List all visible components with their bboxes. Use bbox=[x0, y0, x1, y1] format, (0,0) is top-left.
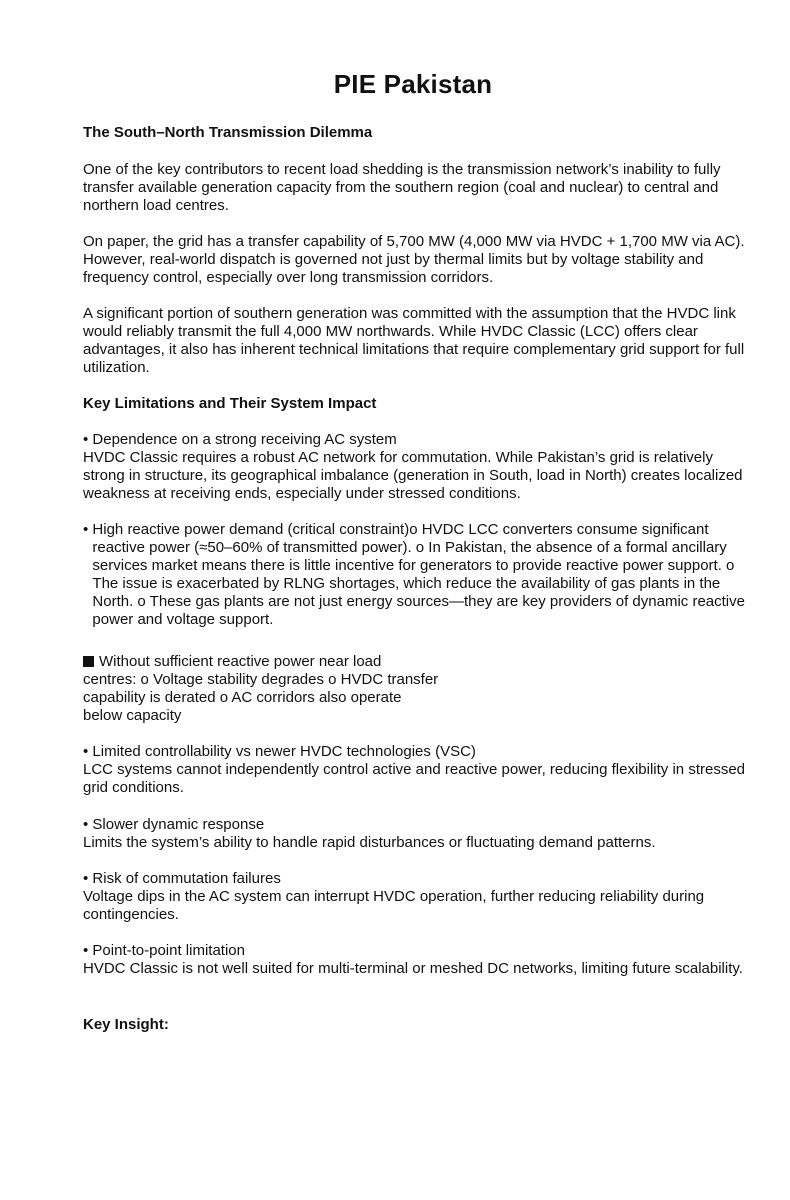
limitation-item-body: Limits the system’s ability to handle rapid disturbances or fluctuating demand patterns. bbox=[83, 834, 656, 851]
limitation-item-body: LCC systems cannot independently control active and reactive power, reducing flexibility in stressed grid conditions. bbox=[83, 761, 746, 796]
limitation-item-body: High reactive power demand (critical constraint)o HVDC LCC converters consume significant reactive power (≈50–60% of transmitted power). o In Pakistan, the absence of a formal ancillary services market means there is little incentive for generators to provide reactive power support. o The issue is exacerbated by RLNG shortages, which reduce the availability of gas plants in the North. o These gas plants are not just energy sources—they are key providers of dynamic reactive power and voltage support. bbox=[92, 521, 745, 628]
limitation-item-dynamic-response bbox=[83, 816, 753, 852]
consequence-line: centres: o Voltage stability degrades o HVDC transfer bbox=[83, 671, 439, 688]
consequence-line: Without sufficient reactive power near load bbox=[83, 653, 463, 671]
section-heading-key-insight: Key Insight: bbox=[83, 1016, 169, 1033]
bullet-marker: • bbox=[83, 521, 93, 538]
limitation-item-heading: • Point-to-point limitation bbox=[83, 942, 245, 959]
limitation-item-body: Voltage dips in the AC system can interrupt HVDC operation, further reducing reliability during contingencies. bbox=[83, 888, 705, 923]
limitation-item-heading: • Dependence on a strong receiving AC system bbox=[83, 431, 397, 448]
limitation-item-commutation bbox=[83, 870, 753, 924]
consequence-line: below capacity bbox=[83, 707, 182, 724]
paragraph-hvdc-assumption: A significant portion of southern generation was committed with the assumption that the HVDC link would reliably transmit the full 4,000 MW northwards. While HVDC Classic (LCC) offers clear advantages, it also has inherent technical limitations that require complementary grid support for full utilization. bbox=[83, 305, 745, 376]
limitation-item-body: HVDC Classic requires a robust AC network for commutation. While Pakistan’s grid is relatively strong in structure, its geographical imbalance (generation in South, load in North) creates localized weakness at receiving ends, especially under stressed conditions. bbox=[83, 449, 743, 502]
limitation-item-reactive-power bbox=[83, 521, 753, 629]
paragraph-transfer-inability: One of the key contributors to recent load shedding is the transmission network’s inability to fully transfer available generation capacity from the southern region (coal and nuclear) to central and northern load centres. bbox=[83, 161, 721, 214]
limitation-item-heading: • Risk of commutation failures bbox=[83, 870, 281, 887]
paragraph-transfer-capability: On paper, the grid has a transfer capability of 5,700 MW (4,000 MW via HVDC + 1,700 MW via AC). However, real-world dispatch is governed not just by thermal limits but by voltage stability and frequency control, especially over long transmission corridors. bbox=[83, 233, 745, 286]
section-heading-dilemma: The South–North Transmission Dilemma bbox=[83, 124, 373, 141]
limitation-item-body: HVDC Classic is not well suited for multi-terminal or meshed DC networks, limiting future scalability. bbox=[83, 960, 743, 977]
limitation-item-controllability bbox=[83, 743, 753, 797]
section-heading-limitations: Key Limitations and Their System Impact bbox=[83, 395, 377, 412]
consequence-line: capability is derated o AC corridors also operate bbox=[83, 689, 402, 706]
limitation-item-strong-ac bbox=[83, 431, 753, 503]
limitation-item-heading: • Slower dynamic response bbox=[83, 816, 265, 833]
limitation-item-heading: • Limited controllability vs newer HVDC technologies (VSC) bbox=[83, 743, 476, 760]
page-title: PIE Pakistan bbox=[333, 69, 493, 99]
limitation-item-point-to-point bbox=[83, 942, 753, 978]
reactive-power-consequences bbox=[83, 653, 463, 725]
square-bullet-icon bbox=[83, 656, 94, 667]
